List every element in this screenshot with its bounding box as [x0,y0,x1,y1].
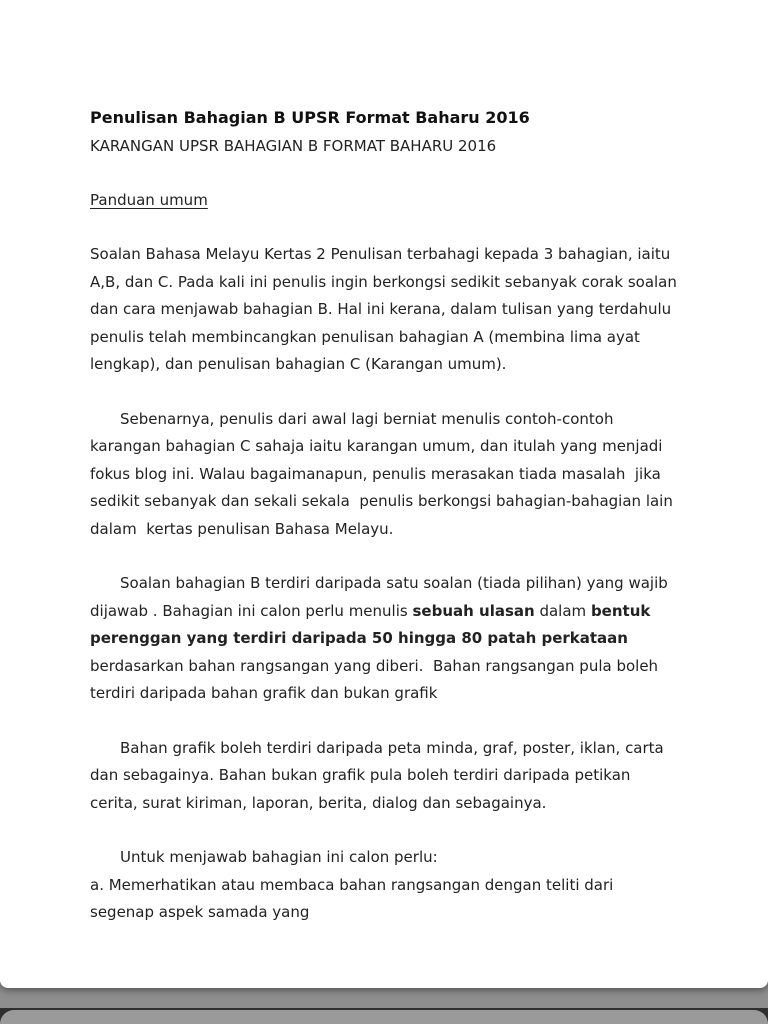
bold-text-run: bentuk perenggan yang terdiri daripada 50 hingga 80 patah perkataan [90,601,656,647]
text-run: Soalan Bahasa Melayu Kertas 2 Penulisan terbahagi kepada 3 bahagian, iaitu A,B, dan C. Pada kali ini penulis ingin berkongsi sedikit sebanyak corak soalan dan cara menjawab bahagian B. Hal ini kerana, dalam tulisan yang terdahulu penulis telah membincangkan penulisan bahagian A (membina lima ayat lengkap), dan penulisan bahagian C (Karangan umum). [90,245,682,373]
section-heading-row [90,186,680,214]
bold-text-run: sebuah ulasan [412,601,535,620]
text-run: berdasarkan bahan rangsangan yang diberi. Bahan rangsangan pula boleh terdiri daripada bahan grafik dan bukan grafik [90,629,663,702]
text-run: dalam [534,601,591,620]
paragraph [90,241,680,379]
text-run: a. Memerhatikan atau membaca bahan rangsangan dengan teliti dari segenap aspek samada yang [90,875,619,921]
text-run: Untuk menjawab bahagian ini calon perlu: [120,848,438,866]
paragraph [90,735,680,818]
paragraph [90,570,680,708]
next-page-top-edge [0,1010,768,1024]
paragraph [90,844,680,927]
text-run: Sebenarnya, penulis dari awal lagi berniat menulis contoh-contoh karangan bahagian C sahaja iaitu karangan umum, dan itulah yang menjadi fokus blog ini. Walau bagaimanapun, penulis merasakan tiada masalah jika sedikit sebanyak dan sekali sekala penulis berkongsi bahagian-bahagian lain dalam kertas penulisan Bahasa Melayu. [90,409,678,538]
text-run: Bahan grafik boleh terdiri daripada peta minda, graf, poster, iklan, carta dan sebagainya. Bahan bukan grafik pula boleh terdiri daripada petikan cerita, surat kiriman, laporan, berita, dialog dan sebagainya. [90,738,669,812]
paragraph [90,406,680,544]
document-subtitle: KARANGAN UPSR BAHAGIAN B FORMAT BAHARU 2016 [90,137,497,155]
document-title: Penulisan Bahagian B UPSR Format Baharu 2016 [90,108,530,127]
section-heading: Panduan umum [90,191,208,209]
text-run: Soalan bahagian B terdiri daripada satu soalan (tiada pilihan) yang wajib dijawab . Bahagian ini calon perlu menulis [90,574,673,620]
document-body [90,241,680,927]
